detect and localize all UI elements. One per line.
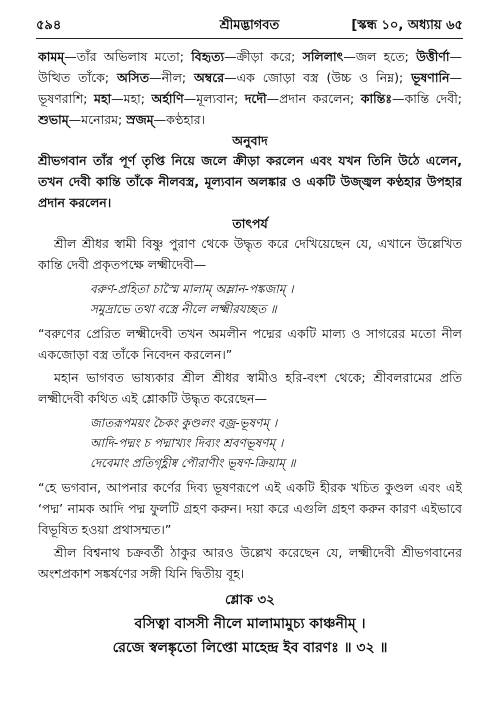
page-content [38, 46, 462, 660]
purport-paragraph-3: শ্রীল বিশ্বনাথ চক্রবর্তী ঠাকুর আরও উল্লেখ করেছেন যে, লক্ষ্মীদেবী শ্রীভগবানের অংশপ্রকাশ সঙ্কর্ষণের সঙ্গী যিনি দ্বিতীয় বূহ। [38, 545, 462, 581]
sloka-line: বসিত্বা বাসসী নীলে মালামামুচ্য কাঞ্চনীম্ । [134, 616, 366, 632]
synonym-term: মহা [94, 91, 112, 106]
purport-heading: তাৎপর্য [232, 216, 268, 231]
verse-1-translation: “বরুণের প্রেরিত লক্ষ্মীদেবী তখন অমলীন পদ্মের একটি মাল্য ও সাগরের মতো নীল একজোড়া বস্ত্র তাঁকে নিবেদন করলেন।” [38, 326, 462, 362]
purport-intro: শ্রীল শ্রীধর স্বামী বিষ্ণু পুরাণ থেকে উদ্ধৃত করে দেখিয়েছেন যে, এখানে উল্লেখিত কান্তি দেবী প্রকৃতপক্ষে লক্ষ্মীদেবী— [38, 236, 462, 272]
book-title: শ্রীমদ্ভাগবত [219, 18, 280, 33]
synonym-term: উত্তীর্ণা [416, 49, 450, 64]
synonym-meaning: —মহা; [111, 91, 152, 106]
synonym-meaning: —ক্রীড়া করে; [224, 49, 303, 64]
sloka-heading: শ্লোক ৩২ [225, 592, 275, 608]
purport-paragraph-2: মহান ভাগবত ভাষ্যকার শ্রীল শ্রীধর স্বামীও হরি-বংশ থেকে; শ্রীবলরামের প্রতি লক্ষ্মীদেবী কথিত এই শ্লোকটি উদ্ধৃত করেছেন— [38, 370, 462, 406]
synonym-meaning: —জল হতে; [343, 49, 417, 64]
sloka-line: রেজে স্বলঙ্কৃতো লিপ্তো মাহেন্দ্র ইব বারণঃ ॥ ৩২ ॥ [112, 640, 388, 656]
synonym-meaning: —কণ্ঠহার। [153, 112, 206, 127]
verse-line: দেবেমাং প্রতিগৃহ্ণীষ্ব পৌরাণীং ভূষণ-ক্রিয়াম্ ॥ [90, 456, 296, 470]
synonym-term: বিহৃত্য [191, 49, 225, 64]
synonyms-paragraph [38, 46, 462, 130]
synonym-meaning: —নীল; [149, 70, 195, 85]
translation-heading: অনুবাদ [232, 133, 268, 148]
synonym-term: ভূষণানি [411, 70, 450, 85]
verse-line: সমুদ্রাভে তথা বস্ত্রে নীলে লক্ষ্মীরযচ্ছত ॥ [90, 302, 277, 316]
page-number: ৫৯৪ [36, 18, 62, 33]
synonym-term: কামম্ [38, 49, 65, 64]
synonym-meaning: —প্রদান করলেন; [266, 91, 361, 106]
verse-line: জাতরূপময়ং চৈকং কুণ্ডলং বজ্র-ভূষণম্ । [90, 416, 278, 430]
synonym-term: দদৌ [244, 91, 267, 106]
verse-line: আদি-পদ্মং চ পদ্মাখ্যং দিব্যং শ্রবণভূষণম্ । [90, 436, 284, 450]
section-reference: [স্কন্ধ ১০, অধ্যায় ৬৫ [351, 18, 463, 33]
synonym-meaning: —কান্তি দেবী; [392, 91, 462, 106]
verse-line: বরুণ-প্রহিতা চাস্মৈ মালাম্ অম্লান-পঙ্কজাম্ । [90, 282, 294, 296]
header-rule [36, 38, 463, 39]
synonym-term: অর্হাণি [151, 91, 184, 106]
synonym-term: অম্বরে [194, 70, 225, 85]
synonym-meaning: —উত্থিত তাঁকে; [38, 49, 462, 85]
sloka-text [38, 612, 462, 660]
translation-text: শ্রীভগবান তাঁর পূর্ণ তৃপ্তি নিয়ে জলে ক্রীড়া করলেন এবং যখন তিনি উঠে এলেন, তখন দেবী কান্তি তাঁকে নীলবস্ত্র, মূল্যবান অলঙ্কার ও একটি উজ্জ্বল কণ্ঠহার উপহার প্রদান করলেন। [38, 153, 462, 210]
synonym-meaning: —ভূষণরাশি; [38, 70, 462, 106]
synonym-meaning: —এক জোড়া বস্ত্র (উচ্চ ও নিম্ন); [224, 70, 412, 85]
synonym-meaning: —মনোরম; [68, 112, 127, 127]
quoted-verse-1 [38, 279, 462, 319]
synonym-meaning: —তাঁর অভিলাষ মতো; [64, 49, 192, 64]
synonym-term: কান্তিঃ [360, 91, 393, 106]
synonym-meaning: —মূল্যবান; [183, 91, 245, 106]
verse-2-translation: “হে ভগবান, আপনার কর্ণের দিব্য ভূষণরূপে এই একটি হীরক খচিত কুণ্ডল এবং এই ‘পদ্ম’ নামক আদি পদ্ম ফুলটি গ্রহণ করুন। দয়া করে এগুলি গ্রহণ করুন কারণ এইভাবে বিভূষিত হওয়া প্রথাসম্মত।” [38, 480, 462, 537]
quoted-verse-2 [38, 413, 462, 473]
synonym-term: অসিত [117, 70, 150, 85]
page-header [36, 16, 463, 36]
synonym-term: স্রজম্ [126, 112, 154, 127]
synonym-term: সলিলাৎ [302, 49, 344, 64]
synonym-term: শুভাম্ [38, 112, 69, 127]
